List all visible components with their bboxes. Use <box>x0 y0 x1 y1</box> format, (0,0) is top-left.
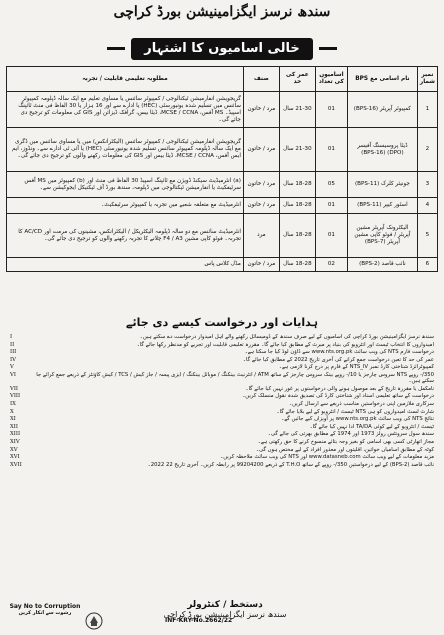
instruction-item <box>10 364 434 370</box>
cell-gender: مرد / خاتون <box>243 92 279 128</box>
table-row <box>7 128 438 172</box>
cell-age: 18-28 سال <box>279 258 315 272</box>
cell-post: نائب قاصد (BPS-2) <box>347 258 417 272</box>
cell-qualification: گریجویشن انفارمیشن ٹیکنالوجی / کمپیوٹر سائنس یا مساوی تعلیم مع ایک سالہ ڈپلومہ کمپیوٹر سائنس میں تسلیم شدہ یونیورسٹی (HEC) یا ادارے سے اور 16 ہزار یا 30 الفاظ فی منٹ ٹائپنگ اسپیڈ۔ MS آفس، MCSE / CCNA، ڈیٹا بیس، گرافک ڈیزائن اور GIS کی معلومات کو ترجیح دی جائے گی۔ <box>7 92 244 128</box>
header-post: نام اسامی مع BPS <box>347 67 417 92</box>
instruction-item <box>10 462 434 468</box>
cell-count: 01 <box>315 92 347 128</box>
cell-age: 21-30 سال <box>279 92 315 128</box>
instruction-text: سرکاری ملازمین اپنی درخواستیں مناسب ذریعے سے ارسال کریں۔ <box>289 400 434 407</box>
header-age: عمر کی حد <box>279 67 315 92</box>
cell-serial: 2 <box>417 128 437 172</box>
cell-count: 01 <box>315 214 347 258</box>
vacancies-banner: خالی اسامیوں کا اشتہار <box>131 38 313 60</box>
cell-count: 02 <box>315 258 347 272</box>
cell-qualification: (a) انٹرمیڈیٹ سیکنڈ ڈویژن مع ٹائپنگ اسپیڈ 30 الفاظ فی منٹ اور (b) کمپیوٹر میں MS آفس سرٹیفکیٹ یا انفارمیشن ٹیکنالوجی میں ڈپلومہ، سندھ بورڈ آف ٹیکنیکل ایجوکیشن سے۔ <box>7 172 244 198</box>
instruction-number: VIII <box>10 393 21 400</box>
instruction-text: درخواست کے ساتھ تعلیمی اسناد اور شناختی کارڈ کی تصدیق شدہ نقول منسلک کریں۔ <box>242 393 434 400</box>
instruction-item <box>10 334 434 340</box>
anti-corruption-urdu: رشوت سے انکار کریں <box>18 610 72 616</box>
instruction-text: امیدواروں کا انتخاب ٹیسٹ اور انٹرویو کی بنیاد پر میرٹ کے مطابق کیا جائے گا۔ مقررہ تعلیمی قابلیت اور تجربے کو مدنظر رکھا جائے گا۔ <box>136 341 434 348</box>
instruction-number: III <box>10 349 17 356</box>
instruction-number: IX <box>10 400 16 407</box>
table-row <box>7 92 438 128</box>
instruction-number: XI <box>10 416 16 423</box>
instruction-text: ٹیسٹ / انٹرویو کے لیے کوئی TA/DA ادا نہیں کیا جائے گا۔ <box>309 423 434 430</box>
cell-post: جونیئر کلرک (BPS-11) <box>347 172 417 198</box>
reference-number: INF-KRY-No.2662/22 <box>165 617 233 624</box>
instruction-text: نائب قاصد (BPS-2) کے لیے درخواستیں 350/- روپے کے ساتھ T.H.O کے ذریعے 99204200 پر رابطہ کریں۔ آخری تاریخ 22 2022۔ <box>147 461 434 468</box>
instruction-text: 350/- روپے NTS سروس چارجز یا 10/- روپے بینک سروس چارجز کے ساتھ ATM / انٹرنیٹ بینکنگ / موبائل بینکنگ / ایزی پیسہ / جاز کیش / TCS / کیش کاؤنٹر کے ذریعے جمع کرائے جا سکتے ہیں۔ <box>36 371 434 385</box>
instruction-number: I <box>10 334 13 340</box>
instruction-item <box>10 386 434 392</box>
cell-gender: مرد / خاتون <box>243 198 279 214</box>
cell-gender: مرد <box>243 214 279 258</box>
instruction-item <box>10 424 434 430</box>
header-qualification: مطلوبہ تعلیمی قابلیت / تجربہ <box>7 67 244 92</box>
cell-gender: مرد / خاتون <box>243 258 279 272</box>
instruction-number: X <box>10 408 14 415</box>
header-gender: صنف <box>243 67 279 92</box>
instruction-item <box>10 439 434 445</box>
instruction-item <box>10 416 434 422</box>
cell-serial: 1 <box>417 92 437 128</box>
instruction-number: XVII <box>10 461 22 468</box>
organization-title: سندھ نرسز ایگزامینیشن بورڈ کراچی <box>113 4 331 20</box>
cell-post: اسٹور کیپر (BPS-11) <box>347 198 417 214</box>
government-logo-icon <box>84 611 104 631</box>
cell-serial: 6 <box>417 258 437 272</box>
instruction-text: کمپیوٹرائزڈ شناختی کارڈ نمبر NTS_IV کے فارم پر درج کرنا لازمی ہے۔ <box>278 364 434 371</box>
table-row <box>7 198 438 214</box>
table-row <box>7 172 438 198</box>
cell-count: 01 <box>315 128 347 172</box>
cell-post: کمپیوٹر آپریٹر (BPS-16) <box>347 92 417 128</box>
instruction-text: کوٹہ کے مطابق اسامیاں خواتین، اقلیتوں اور معذور افراد کے لیے مختص ہوں گی۔ <box>255 446 434 453</box>
instruction-item <box>10 372 434 384</box>
cell-gender: مرد / خاتون <box>243 128 279 172</box>
instruction-text: نتائج NTS کی ویب سائٹ www.nts.org.pk پر آویزاں کیے جائیں گے۔ <box>281 416 434 423</box>
instruction-number: XIV <box>10 438 20 445</box>
instruction-number: IV <box>10 356 16 363</box>
cell-age: 21-30 سال <box>279 128 315 172</box>
instruction-text: مجاز اتھارٹی کسی بھی اسامی کو بغیر وجہ بتائے منسوخ کرنے کا حق رکھتی ہے۔ <box>257 438 434 445</box>
cell-count: 05 <box>315 172 347 198</box>
instructions-title: ہدایات اور درخواست کیسے دی جائے <box>126 316 318 329</box>
table-header-row <box>7 67 438 92</box>
instruction-text: عمر کی حد کا تعین درخواست جمع کرانے کی آخری تاریخ 2022 کے مطابق کیا جائے گا۔ <box>242 356 434 363</box>
header-serial: نمبر شمار <box>417 67 437 92</box>
cell-serial: 4 <box>417 198 437 214</box>
instruction-number: II <box>10 341 15 348</box>
instruction-item <box>10 401 434 407</box>
vacancies-table <box>6 66 438 272</box>
instruction-text: مزید معلومات کے لیے ویب سائٹ www.datasneb.com اور NTS کی ویب سائٹ ملاحظہ کریں۔ <box>220 454 434 461</box>
instruction-item <box>10 357 434 363</box>
instruction-text: درخواست فارم NTS کی ویب سائٹ www.nts.org.pk سے ڈاؤن لوڈ کیا جا سکتا ہے۔ <box>244 349 434 356</box>
instruction-text: سندھ نرسز ایگزامینیشن بورڈ کراچی کی اسامیوں کے لیے صرف سندھ کے ڈومیسائل رکھنے والے اہل امیدوار درخواست دے سکتے ہیں۔ <box>139 334 434 340</box>
instruction-item <box>10 409 434 415</box>
instruction-item <box>10 342 434 348</box>
cell-age: 18-28 سال <box>279 172 315 198</box>
instruction-text: سندھ سول سرونٹس رولز 1973 اور 1974 کے مطابق بھرتی کی جائے گی۔ <box>267 431 434 438</box>
cell-serial: 5 <box>417 214 437 258</box>
cell-qualification: انٹرمیڈیٹ مع متعلقہ شعبے میں تجربہ یا کمپیوٹر سرٹیفکیٹ۔ <box>7 198 244 214</box>
signature-organization: سندھ نرسز ایگزامینیشن بورڈ کراچی <box>163 610 287 619</box>
instruction-item <box>10 447 434 453</box>
anti-corruption-english: Say No to Corruption <box>9 603 81 610</box>
cell-gender: مرد / خاتون <box>243 172 279 198</box>
header-count: اسامیوں کی تعداد <box>315 67 347 92</box>
instruction-item <box>10 393 434 399</box>
instruction-item <box>10 349 434 355</box>
instruction-item <box>10 431 434 437</box>
table-row <box>7 258 438 272</box>
cell-qualification: مڈل کلاس پاس <box>7 258 244 272</box>
cell-serial: 3 <box>417 172 437 198</box>
instruction-number: XIII <box>10 431 21 438</box>
anti-corruption-notice <box>6 603 84 616</box>
instruction-text: نامکمل یا مقررہ تاریخ کے بعد موصول ہونے والی درخواستوں پر غور نہیں کیا جائے گا۔ <box>245 385 434 392</box>
cell-post: ڈیٹا پروسیسنگ آفیسر (DPO) (BPS-16) <box>347 128 417 172</box>
cell-post: الیکٹرونک آپریٹر مشین آپریٹر / فوٹو کاپی مشین آپریٹر (BPS-7) <box>347 214 417 258</box>
instruction-number: VI <box>10 371 16 378</box>
cell-count: 01 <box>315 198 347 214</box>
instruction-text: شارٹ لسٹ امیدواروں کو ہی NTS ٹیسٹ / انٹرویو کے لیے بلایا جائے گا۔ <box>276 408 434 415</box>
instruction-number: XV <box>10 446 18 453</box>
table-row <box>7 214 438 258</box>
instruction-number: V <box>10 364 14 371</box>
cell-age: 18-28 سال <box>279 214 315 258</box>
instruction-number: XVI <box>10 454 20 461</box>
cell-qualification: گریجویشن انفارمیشن ٹیکنالوجی / کمپیوٹر سائنس (الیکٹرانکس) میں یا مساوی سائنس میں ڈگری مع ایک سالہ ڈپلومہ کمپیوٹر سائنس تسلیم شدہ یونیورسٹی (HEC) یا آئی ٹی ادارے سے۔ ونڈوز، ایم ایس آفس، MCSE / CCNA، ڈیٹا بیس اور GIS کی معلومات رکھنے والوں کو ترجیح دی جائے گی۔ <box>7 128 244 172</box>
cell-age: 18-28 سال <box>279 198 315 214</box>
instruction-number: XII <box>10 423 18 430</box>
instruction-item <box>10 454 434 460</box>
cell-qualification: انٹرمیڈیٹ سائنس مع دو سالہ ڈپلومہ الیکٹریکل / الیکٹرانکس، مشینوں کی مرمت اور AC/CD کا تجربہ۔ فوٹو کاپی مشین F4 / A3 چلانے کا تجربہ رکھنے والوں کو ترجیح دی جائے گی۔ <box>7 214 244 258</box>
signature-designation: دستخط / کنٹرولر <box>187 600 263 610</box>
instruction-number: VII <box>10 385 19 392</box>
instructions-list <box>10 334 434 469</box>
